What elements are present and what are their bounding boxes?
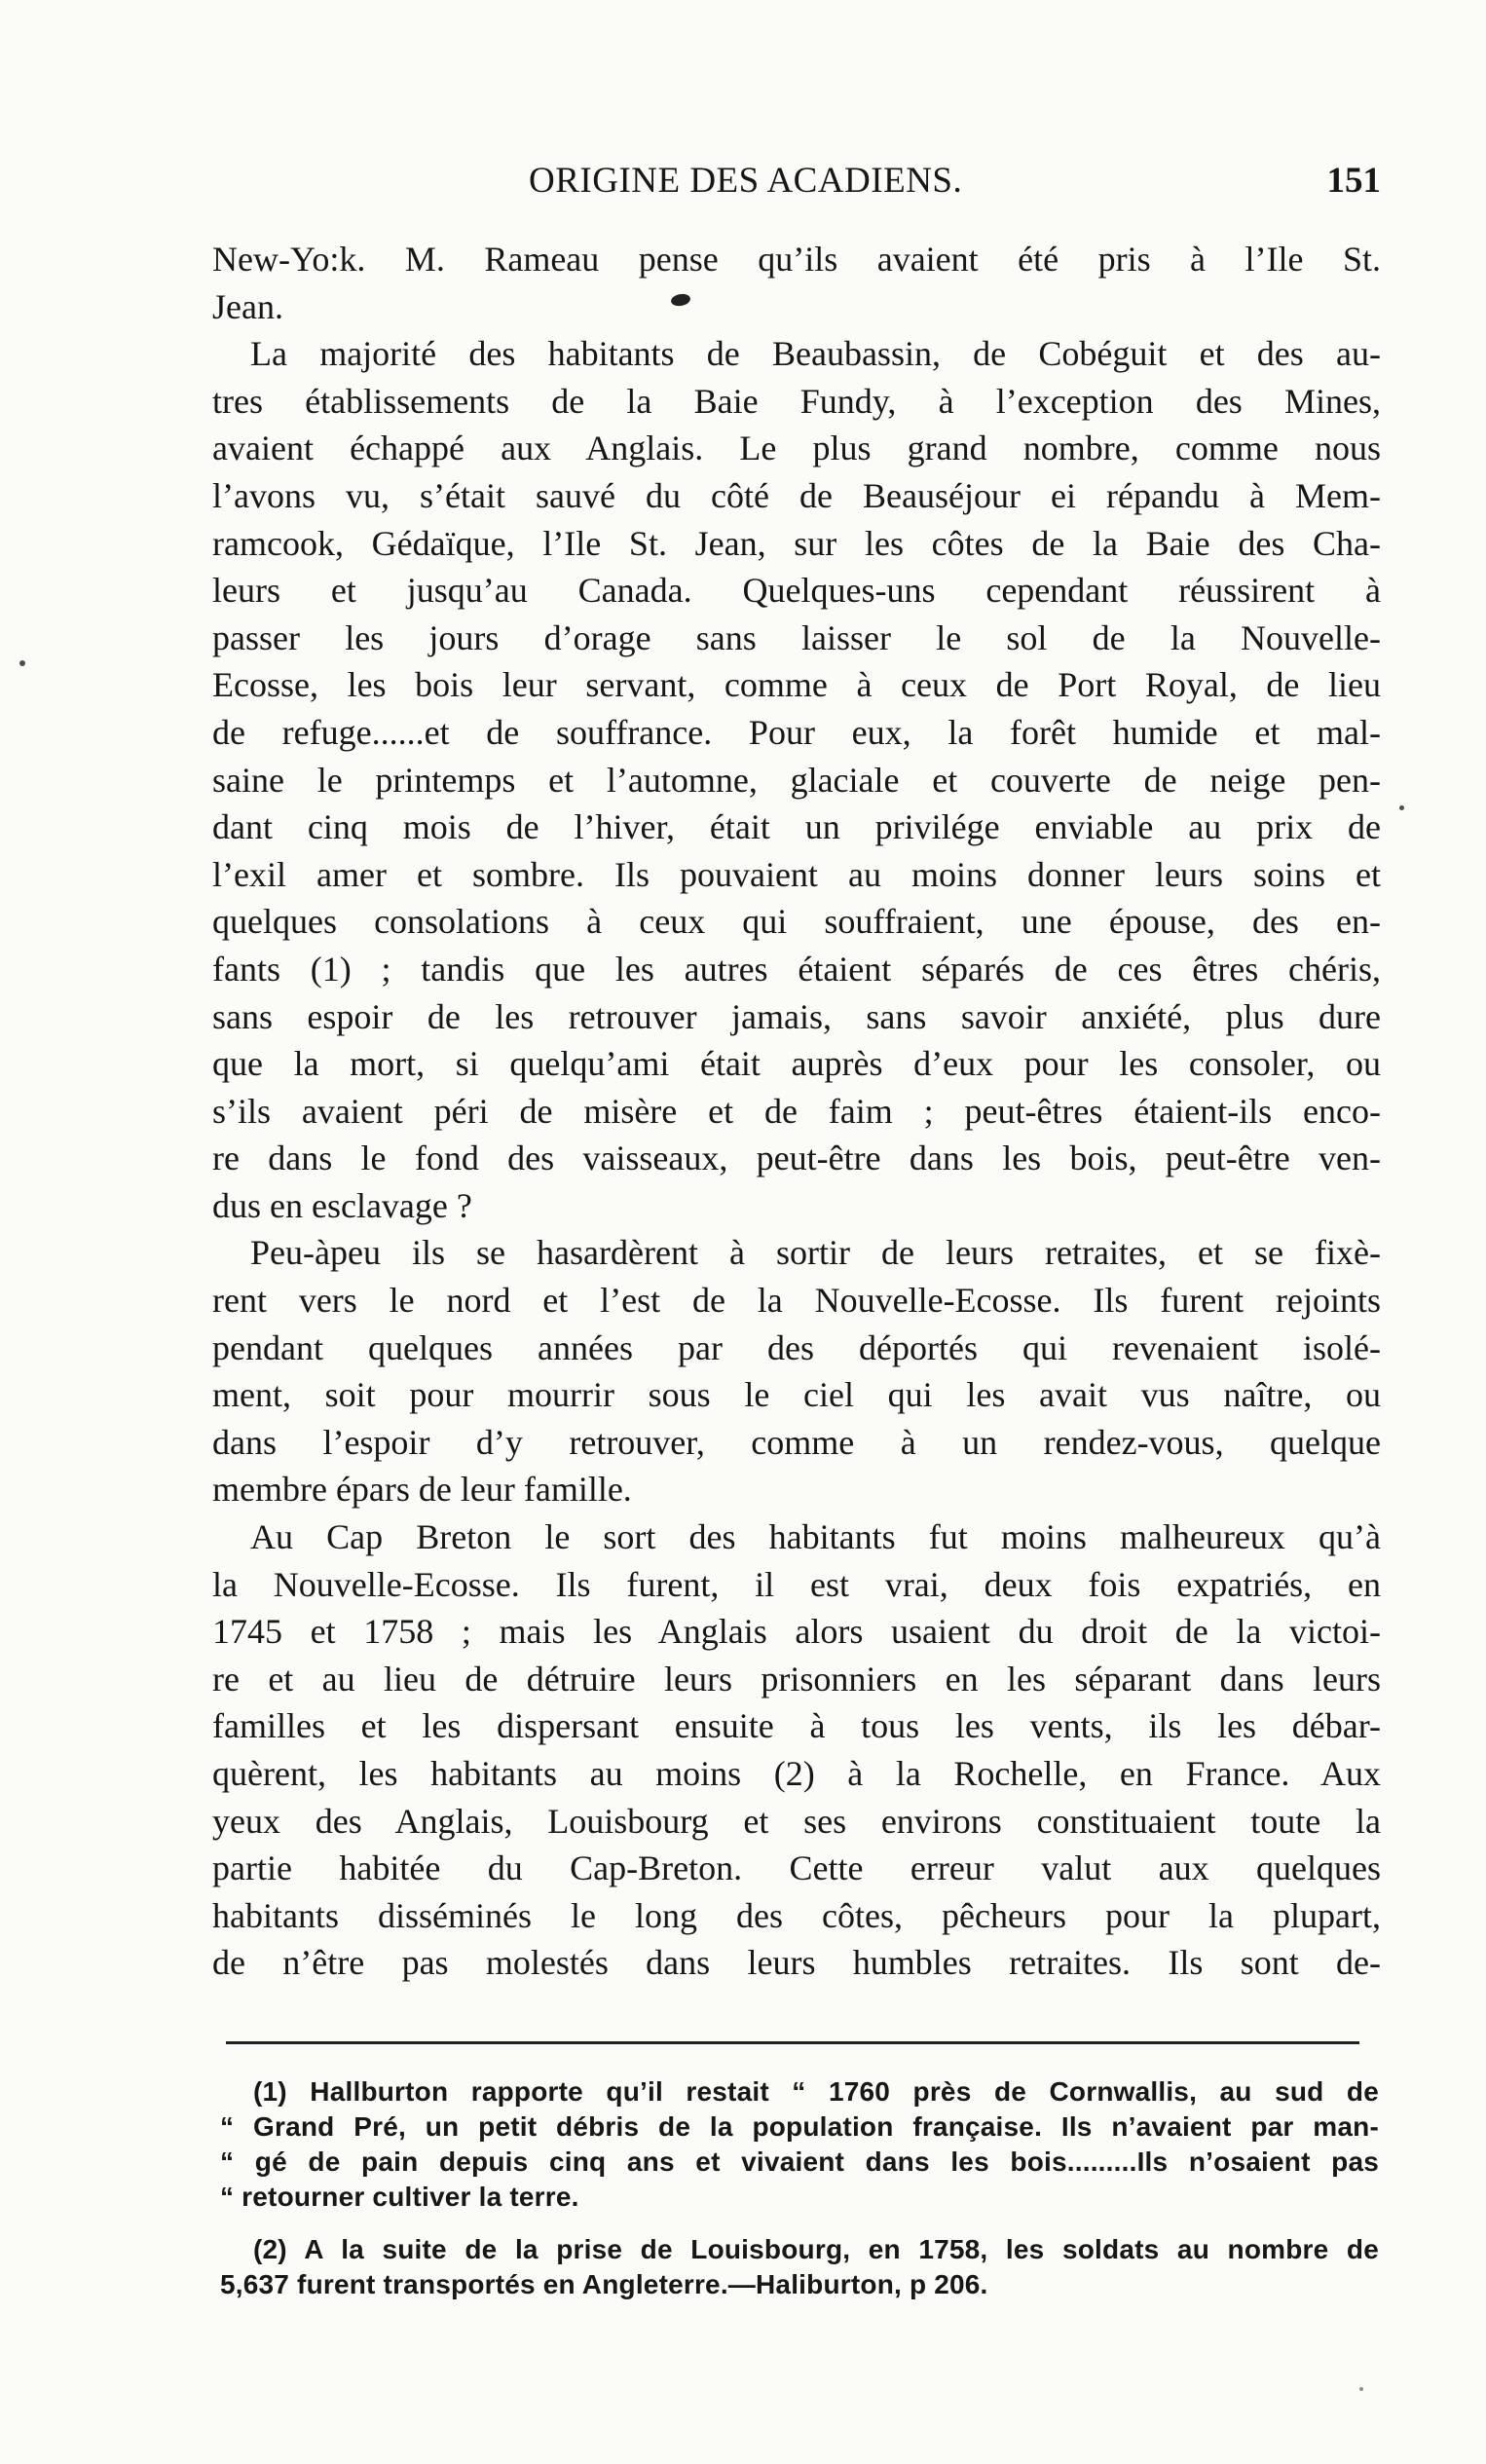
ink-speck-icon [1359, 2387, 1363, 2391]
text-line: pendant quelques années par des déportés qui revenaient isolé- [212, 1327, 1381, 1367]
text-line: partie habitée du Cap-Breton. Cette erreur valut aux quelques [212, 1848, 1381, 1888]
text-line: Au Cap Breton le sort des habitants fut moins malheureux qu’à [250, 1517, 1381, 1557]
text-line: dant cinq mois de l’hiver, était un privilége enviable au prix de [212, 807, 1381, 847]
text-line: leurs et jusqu’au Canada. Quelques-uns cependant réussirent à [212, 571, 1381, 611]
text-line: dus en esclavage ? [212, 1185, 472, 1225]
footnote-line: “ gé de pain depuis cinq ans et vivaient dans les bois.........Ils n’osaient pas [220, 2147, 1379, 2177]
main-text [212, 236, 1381, 1987]
text-line: familles et les dispersant ensuite à tous les vents, ils les débar- [212, 1706, 1381, 1746]
page-number: 151 [1326, 161, 1381, 201]
footnotes [220, 2074, 1379, 2302]
footnote-line: 5,637 furent transportés en Angleterre.—Haliburton, p 206. [220, 2269, 988, 2299]
footnote-line: (1) Hallburton rapporte qu’il restait “ 1760 près de Cornwallis, au sud de [253, 2076, 1379, 2107]
text-line: Jean. [212, 286, 283, 326]
text-line: que la mort, si quelqu’ami était auprès d’eux pour les consoler, ou [212, 1044, 1381, 1084]
text-line: ramcook, Gédaïque, l’Ile St. Jean, sur les côtes de la Baie des Cha- [212, 523, 1381, 563]
text-line: La majorité des habitants de Beaubassin, de Cobéguit et des au- [250, 334, 1381, 374]
text-line: l’avons vu, s’était sauvé du côté de Beauséjour ei répandu à Mem- [212, 475, 1381, 515]
text-line: avaient échappé aux Anglais. Le plus grand nombre, comme nous [212, 429, 1381, 468]
text-line: yeux des Anglais, Louisbourg et ses environs constituaient toute la [212, 1801, 1381, 1841]
running-title: ORIGINE DES ACADIENS. [529, 161, 963, 201]
text-line: re dans le fond des vaisseaux, peut-être dans les bois, peut-être ven- [212, 1139, 1381, 1178]
text-line: habitants disséminés le long des côtes, pêcheurs pour la plupart, [212, 1895, 1381, 1935]
text-line: New-Yo:k. M. Rameau pense qu’ils avaient été pris à l’Ile St. [212, 240, 1381, 279]
text-line: saine le printemps et l’automne, glaciale et couverte de neige pen- [212, 760, 1381, 800]
text-line: re et au lieu de détruire leurs prisonniers en les séparant dans leurs [212, 1659, 1381, 1699]
text-line: l’exil amer et sombre. Ils pouvaient au moins donner leurs soins et [212, 854, 1381, 894]
footnote-rule [226, 2041, 1359, 2044]
text-line: de refuge......et de souffrance. Pour eux, la forêt humide et mal- [212, 712, 1381, 752]
text-line: fants (1) ; tandis que les autres étaient séparés de ces êtres chéris, [212, 949, 1381, 989]
text-line: de n’être pas molestés dans leurs humbles retraites. Ils sont de- [212, 1943, 1381, 1983]
footnote-line: “ Grand Pré, un petit débris de la population française. Ils n’avaient par man- [220, 2111, 1379, 2142]
text-line: rent vers le nord et l’est de la Nouvelle-Ecosse. Ils furent rejoints [212, 1281, 1381, 1321]
running-head [212, 160, 1381, 206]
text-line: tres établissements de la Baie Fundy, à l’exception des Mines, [212, 381, 1381, 421]
text-line: passer les jours d’orage sans laisser le sol de la Nouvelle- [212, 617, 1381, 657]
text-line: ment, soit pour mourrir sous le ciel qui les avait vus naître, ou [212, 1375, 1381, 1415]
ink-speck-icon [1399, 805, 1404, 810]
text-line: Ecosse, les bois leur servant, comme à ceux de Port Royal, de lieu [212, 665, 1381, 705]
text-line: s’ils avaient péri de misère et de faim ; peut-êtres étaient-ils enco- [212, 1091, 1381, 1131]
ink-speck-icon [19, 660, 25, 666]
footnote-line: (2) A la suite de la prise de Louisbourg, en 1758, les soldats au nombre de [253, 2234, 1379, 2264]
text-line: membre épars de leur famille. [212, 1470, 632, 1510]
text-line: Peu-àpeu ils se hasardèrent à sortir de leurs retraites, et se fixè- [250, 1233, 1381, 1273]
text-line: sans espoir de les retrouver jamais, sans savoir anxiété, plus dure [212, 996, 1381, 1036]
footnote-line: “ retourner cultiver la terre. [220, 2182, 579, 2212]
text-line: quèrent, les habitants au moins (2) à la Rochelle, en France. Aux [212, 1754, 1381, 1793]
text-line: 1745 et 1758 ; mais les Anglais alors usaient du droit de la victoi- [212, 1612, 1381, 1652]
text-line: quelques consolations à ceux qui souffraient, une épouse, des en- [212, 902, 1381, 942]
footnote-gap [220, 2215, 1379, 2232]
text-line: dans l’espoir d’y retrouver, comme à un rendez-vous, quelque [212, 1422, 1381, 1462]
text-line: la Nouvelle-Ecosse. Ils furent, il est vrai, deux fois expatriés, en [212, 1564, 1381, 1604]
